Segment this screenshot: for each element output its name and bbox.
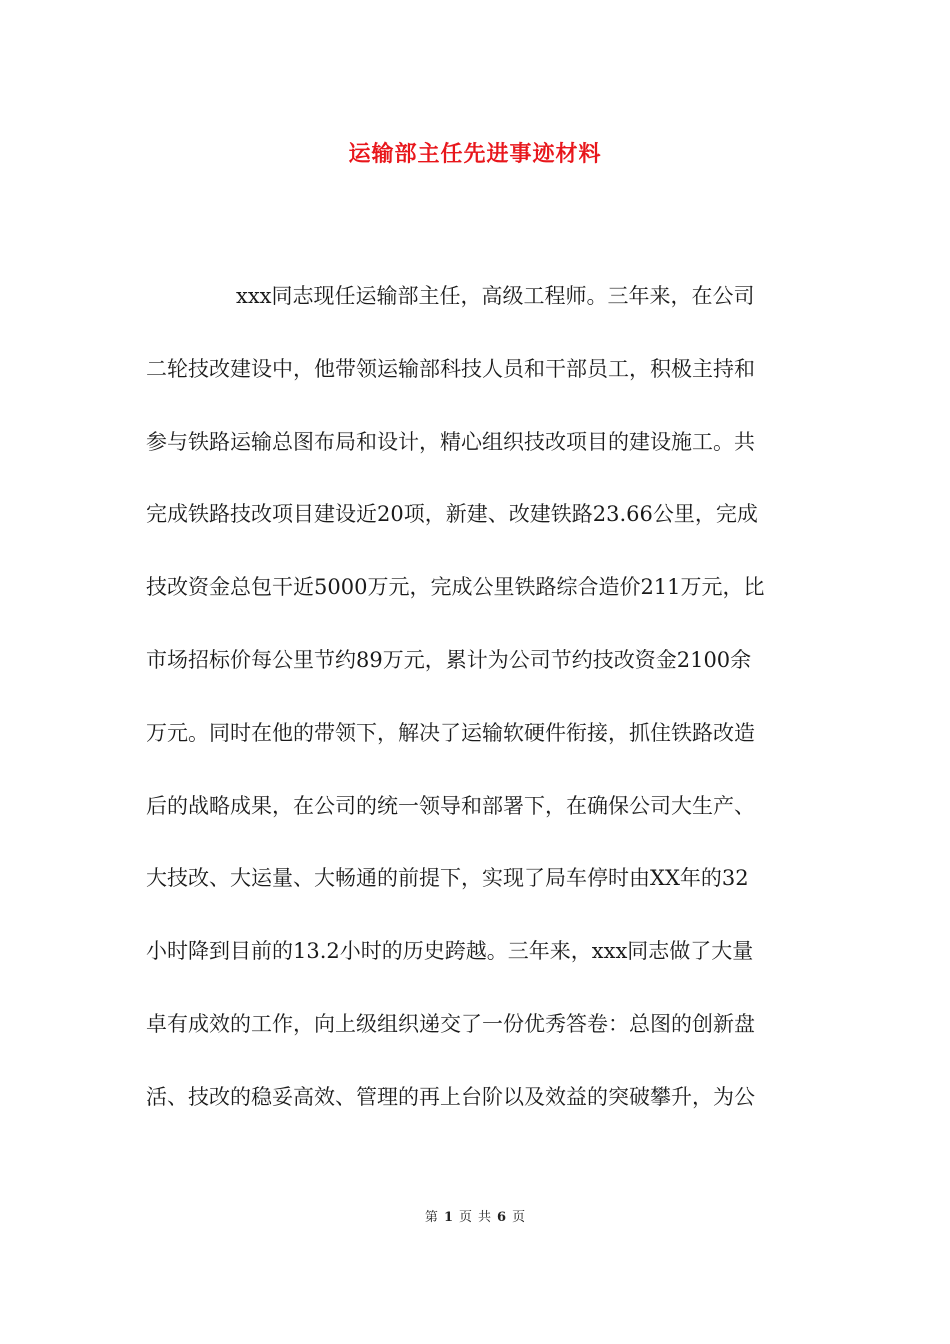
footer-middle-2: 共 — [478, 1210, 492, 1225]
body-line-11: 卓有成效的工作，向上级组织递交了一份优秀答卷：总图的创新盘 — [146, 1011, 755, 1036]
footer-middle-1: 页 — [458, 1210, 472, 1225]
body-line-4: 完成铁路技改项目建设近20项，新建、改建铁路23.66公里，完成 — [146, 502, 758, 527]
body-line-7: 万元。同时在他的带领下，解决了运输软硬件衔接，抓住铁路改造 — [146, 720, 755, 745]
body-line-6: 市场招标价每公里节约89万元，累计为公司节约技改资金2100余 — [146, 647, 752, 672]
page-footer — [0, 1208, 950, 1228]
body-line-3: 参与铁路运输总图布局和设计，精心组织技改项目的建设施工。共 — [146, 429, 755, 454]
footer-total-pages: 6 — [497, 1210, 507, 1225]
body-line-8: 后的战略成果，在公司的统一领导和部署下，在确保公司大生产、 — [146, 793, 755, 818]
document-body — [146, 278, 826, 1152]
body-line-1: xxx同志现任运输部主任，高级工程师。三年来，在公司 — [236, 284, 755, 308]
body-line-10: 小时降到目前的13.2小时的历史跨越。三年来，xxx同志做了大量 — [146, 939, 754, 964]
footer-prefix: 第 — [424, 1210, 438, 1225]
footer-page-number: 1 — [443, 1210, 453, 1225]
body-line-5: 技改资金总包干近5000万元，完成公里铁路综合造价211万元，比 — [146, 575, 765, 600]
body-line-2: 二轮技改建设中，他带领运输部科技人员和干部员工，积极主持和 — [146, 356, 755, 381]
document-title: 运输部主任先进事迹材料 — [348, 141, 602, 167]
body-line-12: 活、技改的稳妥高效、管理的再上台阶以及效益的突破攀升，为公 — [146, 1084, 755, 1109]
body-line-9: 大技改、大运量、大畅通的前提下，实现了局车停时由XX年的32 — [146, 866, 749, 891]
footer-suffix: 页 — [512, 1210, 526, 1225]
